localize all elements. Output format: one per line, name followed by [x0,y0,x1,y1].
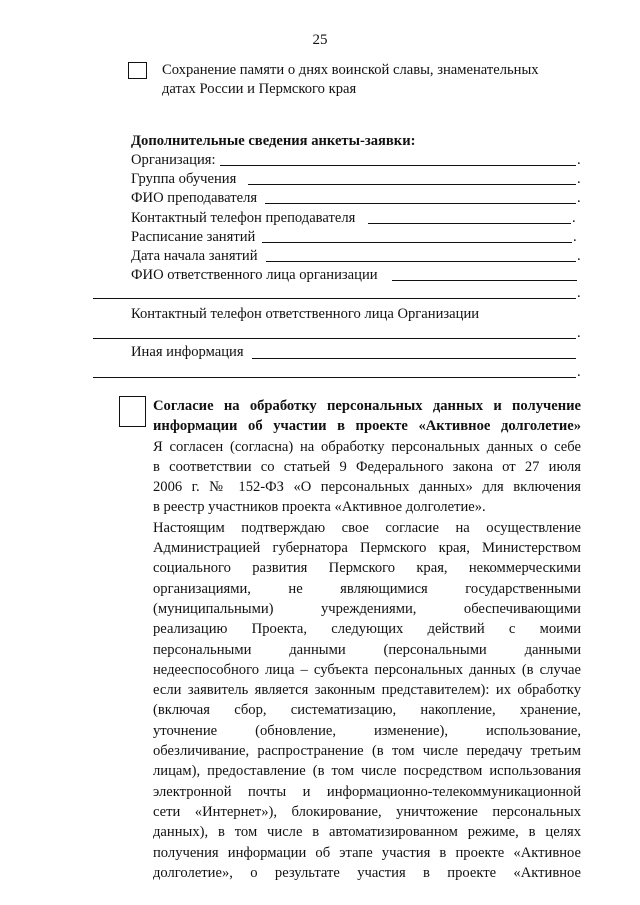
consent-p2-line: сети «Интернет»), блокирование, уничтожение персональных [153,803,581,820]
responsible-name-period: . [577,285,581,301]
consent-p1-line: в реестр участников проекта «Активное долголетие». [153,499,486,516]
teacher-phone-period: . [572,210,576,226]
consent-p2-line: данных), в том числе в автоматизированном режиме, в целях [153,824,581,841]
consent-p2-line: лицам), предоставление (в том числе посредством использования [153,763,581,780]
consent-p1-line: в соответствии со статьей 9 Федерального закона от 27 июля [153,458,581,475]
teacher-name-label: ФИО преподавателя [131,190,258,206]
teacher-phone-field[interactable] [368,223,571,224]
study-group-label: Группа обучения [131,171,237,187]
other-info-period: . [577,364,581,380]
consent-p2-line: недееспособного лица – субъекта персональных данных (в случае [153,661,581,678]
schedule-field[interactable] [262,242,572,243]
consent-p2-line: получения информации об этапе участия в проекте «Активное [153,844,581,861]
responsible-phone-field[interactable] [93,338,576,339]
consent-p2-line: социального развития Пермского края, некоммерческими [153,560,581,577]
organization-period: . [577,152,581,168]
consent-p2-line: (включая сбор, систематизацию, накопление, хранение, [153,702,581,719]
other-info-field[interactable] [252,358,576,359]
consent-p2-line: уточнение (обновление, изменение), использование, [153,722,581,739]
teacher-name-period: . [577,190,581,206]
consent-p2-line: персональными данными (персональными данными [153,641,581,658]
memory-checkbox[interactable] [128,62,147,79]
consent-p1-line: Я согласен (согласна) на обработку персональных данных о себе [153,438,581,455]
consent-p2-line: Настоящим подтверждаю свое согласие на осуществление [153,519,581,536]
responsible-name-label: ФИО ответственного лица организации [131,267,378,283]
consent-p1-line: 2006 г. № 152-ФЗ «О персональных данных» для включения [153,479,581,496]
start-date-period: . [577,248,581,264]
consent-checkbox[interactable] [119,396,146,427]
consent-p2-line: организациями, не являющимися государственными [153,580,581,597]
consent-p2-line: Администрацией губернатора Пермского края, Министерством [153,540,581,557]
schedule-label: Расписание занятий [131,229,256,245]
responsible-name-field-cont[interactable] [93,298,576,299]
start-date-field[interactable] [266,261,576,262]
organization-field[interactable] [220,165,576,166]
teacher-phone-label: Контактный телефон преподавателя [131,210,356,226]
memory-option-line2: датах России и Пермского края [162,81,357,97]
consent-p2-line: долголетие», о результате участия в проекте «Активное [153,864,581,881]
additional-heading: Дополнительные сведения анкеты-заявки: [131,133,416,149]
consent-p2-line: (муниципальными) учреждениями, обеспечивающими [153,600,581,617]
consent-block [153,396,581,883]
study-group-period: . [577,171,581,187]
consent-title-line2: информации об участии в проекте «Активное долголетие» [153,418,581,435]
other-info-field-cont[interactable] [93,377,576,378]
responsible-phone-period: . [577,325,581,341]
consent-p2-line: электронной почты и информационно-телекоммуникационной [153,783,581,800]
consent-p2-line: если заявитель является законным представителем): их обработку [153,682,581,699]
consent-p2-line: обезличивание, распространение (в том числе передачу третьим [153,743,581,760]
memory-option-line1: Сохранение памяти о днях воинской славы, знаменательных [162,62,539,78]
consent-p2-line: реализацию Проекта, следующих действий с моими [153,621,581,638]
study-group-field[interactable] [248,184,576,185]
start-date-label: Дата начала занятий [131,248,258,264]
organization-label: Организация: [131,152,216,168]
page-number: 25 [312,32,328,48]
teacher-name-field[interactable] [265,203,576,204]
other-info-label: Иная информация [131,344,244,360]
consent-title-line1: Согласие на обработку персональных данных и получение [153,398,581,414]
schedule-period: . [573,229,577,245]
responsible-name-field[interactable] [392,280,577,281]
responsible-phone-label: Контактный телефон ответственного лица Организации [131,306,480,322]
